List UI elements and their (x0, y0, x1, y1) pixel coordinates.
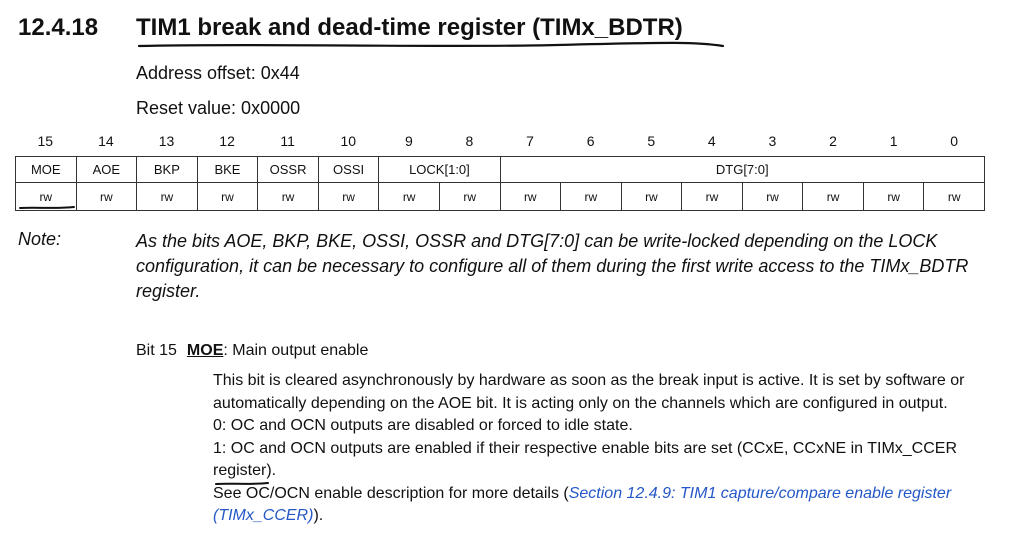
bit15-see-also (213, 483, 1003, 528)
note-label: Note: (18, 229, 62, 249)
register-field-row (16, 157, 985, 183)
register-access-cell: rw (742, 183, 803, 211)
bit15-value-0: 0: OC and OCN outputs are disabled or forced to idle state. (213, 417, 633, 434)
register-access-cell: rw (803, 183, 864, 211)
section-heading (18, 14, 683, 42)
register-access-cell: rw (258, 183, 319, 211)
bit-number: 4 (707, 133, 716, 149)
bit-number: 8 (465, 133, 474, 149)
bit-number: 13 (158, 133, 175, 149)
register-access-cell: rw (197, 183, 258, 211)
register-field-cell: OSSR (258, 157, 319, 183)
bit-number: 14 (98, 133, 114, 149)
reset-value: Reset value: 0x0000 (136, 98, 301, 118)
register-field-cell: OSSI (318, 157, 379, 183)
bit-number: 9 (404, 133, 413, 149)
bit15-label: Bit 15 (136, 342, 177, 359)
register-access-cell: rw (76, 183, 137, 211)
bit-number: 11 (280, 133, 295, 149)
bit15-description (213, 370, 1003, 528)
see-also-suffix: ). (313, 507, 324, 524)
register-access-cell: rw (439, 183, 500, 211)
bit-number: 2 (829, 133, 837, 149)
note-text: As the bits AOE, BKP, BKE, OSSI, OSSR and DTG[7:0] can be write-locked depending on the LOCK configuration, it can be necessary to configure all of them during the first write access to the TIMx_BDTR register. (136, 231, 969, 301)
register-field-cell: LOCK[1:0] (379, 157, 500, 183)
bit-number: 7 (526, 133, 534, 149)
register-access-cell: rw (621, 183, 682, 211)
register-field-cell: DTG[7:0] (500, 157, 985, 183)
register-access-cell: rw (863, 183, 924, 211)
bit15-paragraph: This bit is cleared asynchronously by hardware as soon as the break input is active. It is set by software or automatically depending on the AOE bit. It is acting only on the channels which are configured in output. (213, 372, 965, 412)
bit15-field-name: MOE (186, 342, 224, 359)
bit-number: 6 (586, 133, 595, 149)
register-bit-table (15, 156, 985, 211)
bit-number: 5 (647, 133, 656, 149)
address-offset: Address offset: 0x44 (136, 63, 300, 83)
register-access-cell: rw (682, 183, 743, 211)
bit-number: 15 (37, 133, 54, 149)
register-access-cell: rw (561, 183, 622, 211)
register-access-cell: rw (924, 183, 985, 211)
bit15-value-1: 1: OC and OCN outputs are enabled if their respective enable bits are set (CCxE, CCxNE in TIMx_CCER register). (213, 439, 958, 479)
register-access-cell: rw (137, 183, 198, 211)
bit-number-row (15, 133, 985, 149)
register-access-row (16, 183, 985, 211)
bit-number: 0 (950, 133, 959, 149)
register-field-cell: BKE (197, 157, 258, 183)
register-access-cell: rw (16, 183, 77, 211)
see-also-prefix: See OC/OCN enable description for more details ( (213, 484, 569, 502)
bit15-field-desc: : Main output enable (223, 342, 369, 359)
register-field-cell: BKP (137, 157, 198, 183)
handwritten-underline-title (137, 40, 727, 50)
bit15-heading (136, 342, 368, 360)
register-access-cell: rw (318, 183, 379, 211)
bit-number: 12 (219, 133, 235, 149)
register-access-cell: rw (500, 183, 561, 211)
handwritten-underline-rw (18, 205, 78, 211)
bit-number: 1 (889, 133, 898, 149)
section-title: TIM1 break and dead-time register (TIMx_BDTR) (136, 14, 683, 41)
section-number: 12.4.18 (18, 14, 99, 41)
bit-number: 10 (340, 133, 357, 149)
section-link[interactable]: Section 12.4.9: TIM1 capture/compare enable register (TIMx_CCER) (213, 484, 952, 524)
register-access-cell: rw (379, 183, 440, 211)
bit-number: 3 (768, 133, 777, 149)
register-field-cell: AOE (76, 157, 137, 183)
handwritten-underline-oc (214, 481, 272, 487)
register-field-cell: MOE (16, 157, 77, 183)
